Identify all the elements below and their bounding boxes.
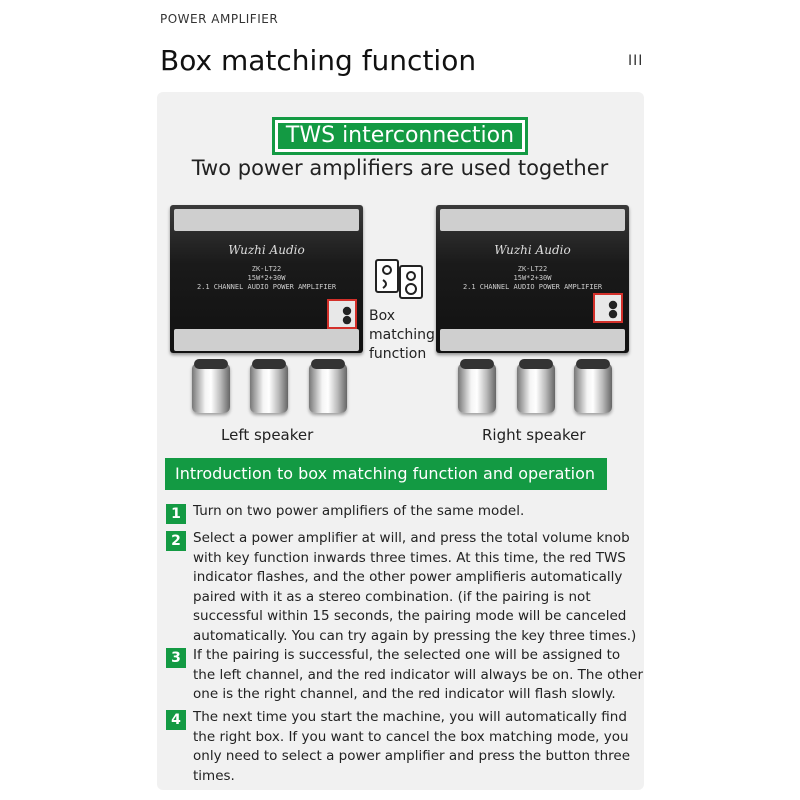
bass-knob-icon: [574, 363, 612, 413]
bass-knob-icon: [309, 363, 347, 413]
tws-indicator-highlight: [593, 293, 623, 323]
subtitle: Two power amplifiers are used together: [191, 156, 609, 180]
left-speaker-label: Left speaker: [221, 426, 314, 444]
input-connector-strip: [174, 209, 359, 231]
main-volume-knob-icon: [250, 363, 288, 413]
board-model-text: ZK-LT22 15W*2+30W 2.1 CHANNEL AUDIO POWER AMPLIFIER: [462, 265, 603, 291]
step-number-badge: 4: [166, 710, 186, 730]
page-title: Box matching function: [160, 44, 477, 77]
volume-control-strip: [440, 329, 625, 351]
tws-banner-label: TWS interconnection: [278, 123, 522, 149]
treble-knob-icon: [458, 363, 496, 413]
step-number-badge: 2: [166, 531, 186, 551]
step-text: Select a power amplifier at will, and press the total volume knob with key function inwards three times. At this time, the red TWS indicator flashes, and the other power amplifieris automatically paired with it as a stereo combination. (if the pairing is not successful within 15 seconds, the pairing mode will be canceled automatically. You can try again by pressing the key three times.): [193, 530, 637, 644]
board-model-text: ZK-LT22 15W*2+30W 2.1 CHANNEL AUDIO POWER AMPLIFIER: [196, 265, 337, 291]
board-logo: Wuzhi Audio: [228, 243, 305, 257]
volume-control-strip: [174, 329, 359, 351]
menu-icon[interactable]: III: [628, 53, 644, 69]
step-number-badge: 3: [166, 648, 186, 668]
main-volume-knob-icon: [517, 363, 555, 413]
speaker-pair-icon: [373, 258, 425, 310]
tws-indicator-highlight: [327, 299, 357, 329]
step-text: Turn on two power amplifiers of the same model.: [193, 503, 525, 519]
treble-knob-icon: [192, 363, 230, 413]
step-number-badge: 1: [166, 504, 186, 524]
step-text: If the pairing is successful, the selected one will be assigned to the left channel, and the red indicator will always be on. The other one is the right channel, and the red indicator will flash slowly.: [193, 647, 644, 702]
tws-banner: [272, 117, 528, 155]
box-matching-label: Box matching function: [369, 308, 435, 362]
right-speaker-label: Right speaker: [482, 426, 586, 444]
brand-label: POWER AMPLIFIER: [160, 12, 279, 26]
step-text: The next time you start the machine, you will automatically find the right box. If you want to cancel the box matching mode, you only need to select a power amplifier and press the button three times.: [193, 709, 631, 784]
right-amplifier-image: [436, 205, 629, 365]
intro-banner: Introduction to box matching function and operation: [165, 458, 607, 490]
left-amplifier-image: [170, 205, 363, 365]
board-logo: Wuzhi Audio: [494, 243, 571, 257]
input-connector-strip: [440, 209, 625, 231]
